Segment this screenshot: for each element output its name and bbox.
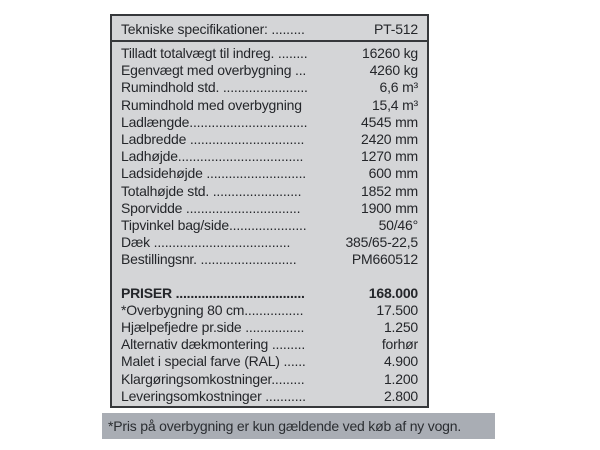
table-row [121, 165, 418, 182]
table-row [121, 45, 418, 62]
row-label: Leveringsomkostninger ........... [121, 387, 306, 404]
table-row [121, 353, 418, 370]
table-row [121, 114, 418, 131]
row-value: 2420 mm [361, 131, 418, 148]
row-value: 16260 kg [361, 45, 418, 61]
row-label: Dæk ..................................... [121, 234, 291, 251]
row-label: Rumindhold med overbygning [121, 96, 302, 113]
table-row [121, 62, 418, 79]
row-label: *Overbygning 80 cm................ [121, 301, 304, 318]
row-label: Rumindhold std. ....................... [121, 79, 308, 96]
row-value: 600 mm [368, 165, 418, 182]
row-label: Alternativ dækmontering ......... [121, 336, 306, 353]
footnote-bar [102, 413, 495, 439]
row-label: Tipvinkel bag/side..................... [121, 217, 307, 234]
row-label: Ladbredde ............................... [121, 131, 305, 148]
row-value: 1.250 [383, 319, 418, 336]
row-value: 4545 mm [361, 113, 418, 130]
row-value: 4.900 [383, 353, 418, 370]
row-label: Egenvægt med overbygning ... [121, 62, 307, 79]
table-row [121, 371, 418, 388]
row-value: 1270 mm [361, 148, 418, 165]
table-header-label: Tekniske specifikationer: ......... [121, 21, 305, 37]
spec-table [110, 14, 429, 408]
row-value: 2.800 [383, 387, 418, 404]
row-label: Malet i special farve (RAL) ...... [121, 353, 306, 370]
table-header [112, 16, 427, 42]
row-label: Sporvidde ............................... [121, 199, 301, 216]
table-row [121, 183, 418, 200]
table-row [121, 200, 418, 217]
row-value: 1.200 [383, 370, 418, 387]
footnote-text: *Pris på overbygning er kun gældende ved køb af ny vogn. [108, 418, 462, 434]
table-header-value: PT-512 [374, 21, 418, 37]
row-value: PM660512 [351, 251, 418, 268]
table-row [121, 302, 418, 319]
table-row [121, 79, 418, 96]
row-label: Ladsidehøjde ........................... [121, 165, 306, 182]
table-row [121, 319, 418, 336]
row-value: 385/65-22,5 [345, 234, 418, 251]
spec-rows [112, 42, 427, 405]
row-label: Totalhøjde std. ........................ [121, 182, 302, 199]
row-value: 168.000 [368, 284, 418, 301]
row-value: forhør [381, 336, 418, 353]
row-label: Klargøringsomkostninger......... [121, 370, 305, 387]
table-row [121, 131, 418, 148]
row-value: 50/46° [378, 217, 418, 234]
table-row [121, 234, 418, 251]
section-gap [121, 269, 418, 285]
row-value: 6,6 m³ [379, 79, 418, 96]
row-label: Tilladt totalvægt til indreg. ........ [121, 45, 308, 61]
price-header-row [121, 285, 418, 302]
row-label: Hjælpefjedre pr.side ................ [121, 319, 305, 336]
row-value: 4260 kg [369, 62, 418, 79]
table-row [121, 251, 418, 268]
table-row [121, 217, 418, 234]
row-value: 1852 mm [361, 182, 418, 199]
row-label: PRISER ................................... [121, 284, 305, 301]
row-label: Ladlængde................................ [121, 113, 308, 130]
table-row [121, 148, 418, 165]
row-label: Ladhøjde.................................. [121, 148, 304, 165]
row-value: 15,4 m³ [371, 96, 418, 113]
table-row [121, 336, 418, 353]
table-row [121, 97, 418, 114]
row-value: 1900 mm [361, 199, 418, 216]
row-value: 17.500 [376, 301, 418, 318]
row-label: Bestillingsnr. .......................... [121, 251, 297, 268]
table-row [121, 388, 418, 405]
